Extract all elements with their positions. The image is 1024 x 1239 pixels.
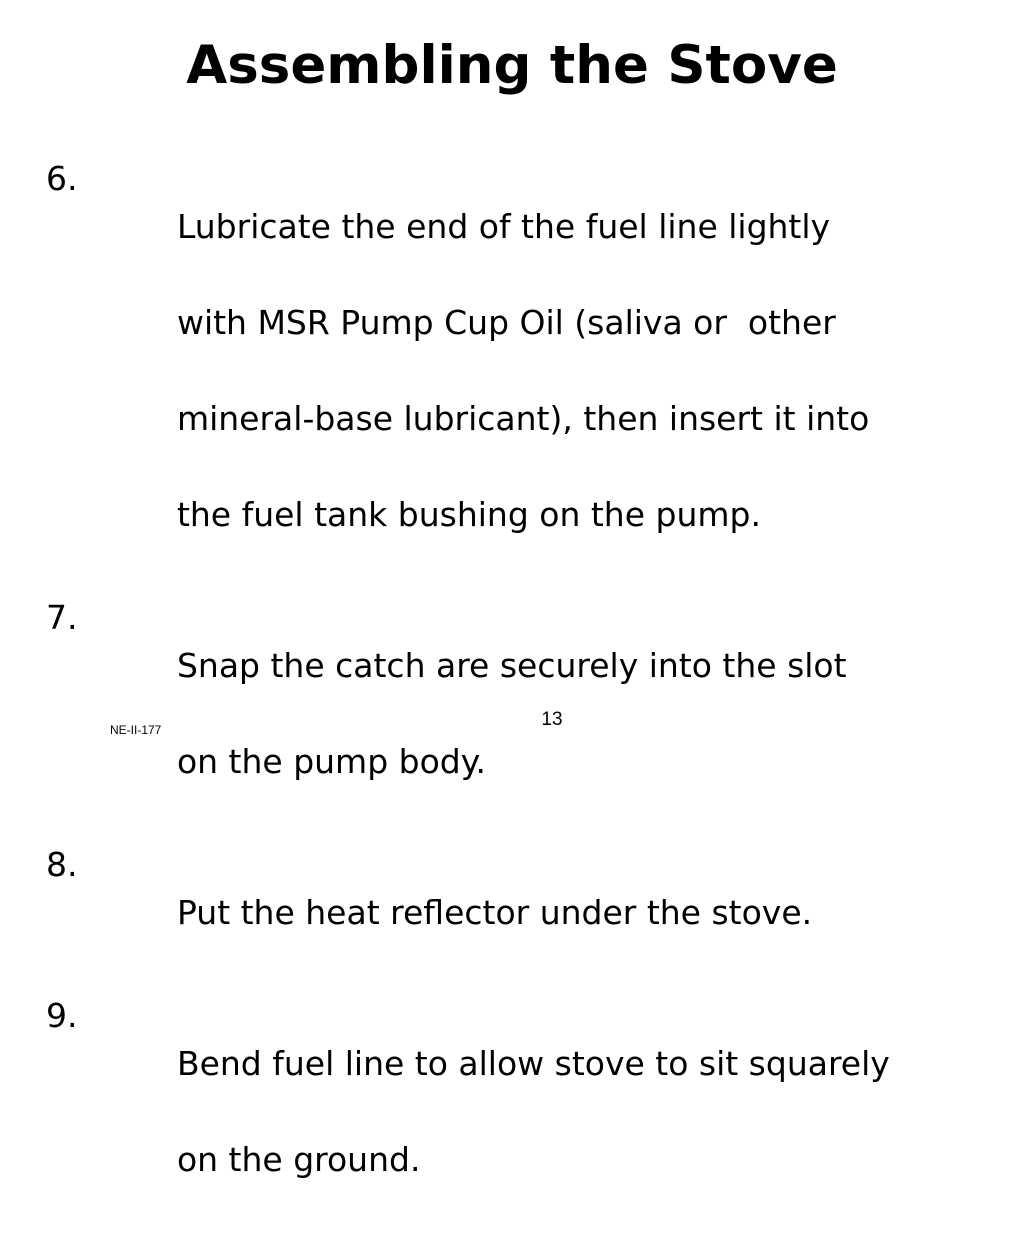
step-number: 9. [46, 996, 78, 1035]
step-text-line: with MSR Pump Cup Oil (saliva or other [176, 303, 836, 342]
step-text-line: on the pump body. [176, 742, 487, 781]
page-number: 13 [541, 709, 563, 730]
step-text-line: Snap the catch are securely into the slot [176, 646, 847, 685]
footer-code: NE-II-177 [110, 723, 162, 737]
step-text [114, 992, 996, 1232]
step-item-8 [46, 841, 996, 985]
step-text-line: the fuel tank bushing on the pump. [176, 495, 761, 534]
step-list [46, 155, 996, 1239]
step-number: 8. [46, 845, 78, 884]
step-text-line: on the ground. [176, 1140, 421, 1179]
step-text-line: Lubricate the end of the fuel line lightly [176, 207, 831, 246]
step-item-6 [46, 155, 996, 587]
slide-title: Assembling the Stove [186, 35, 838, 96]
step-number: 7. [46, 598, 78, 637]
step-text-line: Put the heat reflector under the stove. [176, 893, 813, 932]
step-text [114, 841, 996, 985]
step-number: 6. [46, 159, 78, 198]
step-text [114, 155, 996, 587]
step-item-9 [46, 992, 996, 1232]
step-text-line: Bend fuel line to allow stove to sit squarely [176, 1044, 890, 1083]
step-text-line: mineral-base lubricant), then insert it into [176, 399, 870, 438]
